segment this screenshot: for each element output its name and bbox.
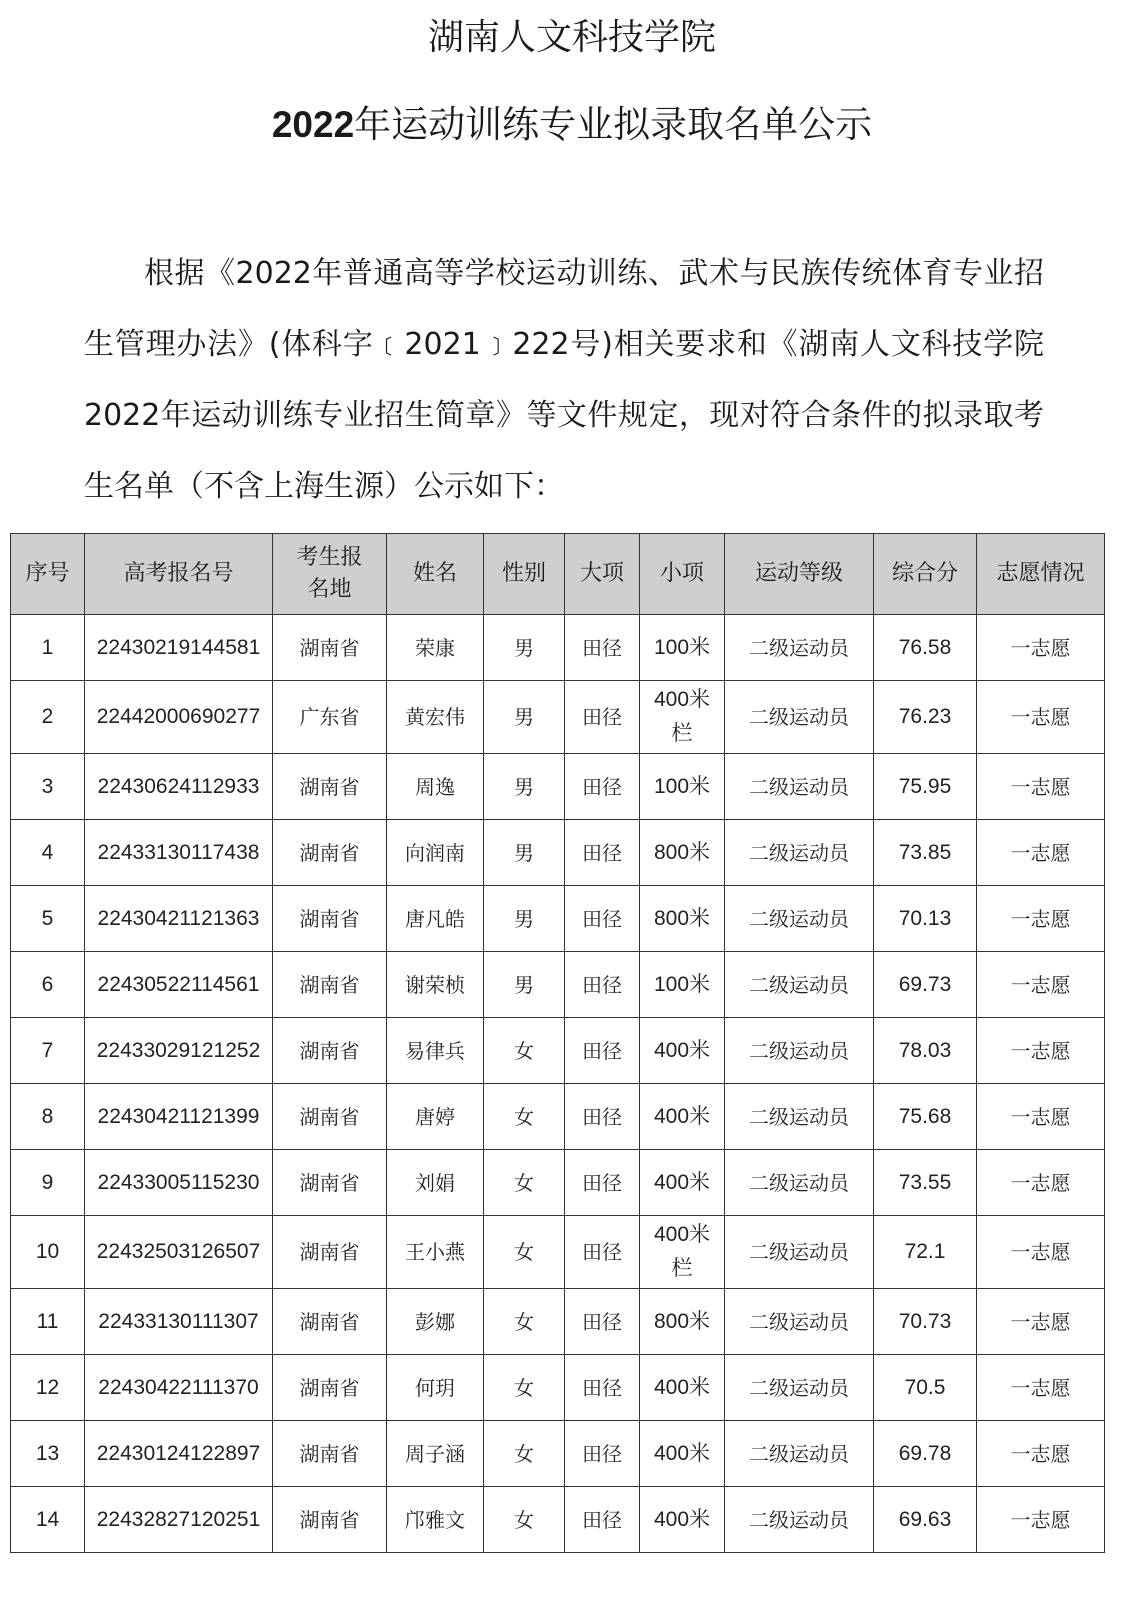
cell-event: 100米: [640, 754, 725, 820]
cell-exam-id: 22430624112933: [85, 754, 273, 820]
col-header-index: 序号: [11, 534, 85, 615]
cell-category: 田径: [565, 1150, 640, 1216]
cell-name: 荣康: [387, 615, 484, 681]
cell-name: 谢荣桢: [387, 952, 484, 1018]
cell-exam-id: 22433130117438: [85, 820, 273, 886]
table-row: [11, 1018, 1105, 1084]
cell-preference: 一志愿: [977, 615, 1105, 681]
cell-index: 1: [11, 615, 85, 681]
cell-gender: 女: [484, 1216, 565, 1289]
col-header-name: 姓名: [387, 534, 484, 615]
intro-paragraph: 根据《2022年普通高等学校运动训练、武术与民族传统体育专业招生管理办法》(体科字﹝2021﹞222号)相关要求和《湖南人文科技学院2022年运动训练专业招生简章》等文件规定，现对符合条件的拟录取考生名单（不含上海生源）公示如下：: [84, 256, 1044, 504]
table-header-row: [11, 534, 1105, 615]
cell-event: 800米: [640, 1289, 725, 1355]
cell-name: 周逸: [387, 754, 484, 820]
cell-exam-id: 22442000690277: [85, 681, 273, 754]
cell-event: 100米: [640, 615, 725, 681]
cell-name: 何玥: [387, 1355, 484, 1421]
cell-event: 800米: [640, 886, 725, 952]
cell-score: 69.78: [874, 1421, 977, 1487]
cell-preference: 一志愿: [977, 1150, 1105, 1216]
cell-preference: 一志愿: [977, 1018, 1105, 1084]
cell-region: 湖南省: [273, 754, 387, 820]
table-body: [11, 615, 1105, 1553]
table-row: [11, 952, 1105, 1018]
cell-category: 田径: [565, 1084, 640, 1150]
cell-category: 田径: [565, 681, 640, 754]
cell-name: 向润南: [387, 820, 484, 886]
cell-level: 二级运动员: [725, 1421, 874, 1487]
cell-region: 湖南省: [273, 615, 387, 681]
cell-level: 二级运动员: [725, 1084, 874, 1150]
cell-preference: 一志愿: [977, 1355, 1105, 1421]
cell-gender: 男: [484, 754, 565, 820]
cell-region: 湖南省: [273, 820, 387, 886]
table-row: [11, 1421, 1105, 1487]
cell-event: 400米: [640, 1355, 725, 1421]
page-title: 湖南人文科技学院: [427, 17, 716, 58]
col-header-event: 小项: [640, 534, 725, 615]
cell-index: 8: [11, 1084, 85, 1150]
cell-preference: 一志愿: [977, 1421, 1105, 1487]
cell-score: 75.95: [874, 754, 977, 820]
cell-gender: 男: [484, 681, 565, 754]
cell-gender: 女: [484, 1355, 565, 1421]
cell-name: 易律兵: [387, 1018, 484, 1084]
cell-category: 田径: [565, 615, 640, 681]
cell-exam-id: 22433029121252: [85, 1018, 273, 1084]
admission-table: [10, 533, 1105, 1553]
cell-level: 二级运动员: [725, 1487, 874, 1553]
cell-preference: 一志愿: [977, 952, 1105, 1018]
cell-index: 4: [11, 820, 85, 886]
cell-exam-id: 22430421121399: [85, 1084, 273, 1150]
cell-preference: 一志愿: [977, 1289, 1105, 1355]
cell-gender: 男: [484, 952, 565, 1018]
cell-preference: 一志愿: [977, 681, 1105, 754]
col-header-gender: 性别: [484, 534, 565, 615]
cell-event: 400米: [640, 1487, 725, 1553]
cell-score: 72.1: [874, 1216, 977, 1289]
cell-preference: 一志愿: [977, 1084, 1105, 1150]
cell-level: 二级运动员: [725, 820, 874, 886]
table-row: [11, 1084, 1105, 1150]
subtitle-year: 2022: [271, 104, 355, 145]
cell-index: 12: [11, 1355, 85, 1421]
cell-region: 湖南省: [273, 1487, 387, 1553]
cell-exam-id: 22430219144581: [85, 615, 273, 681]
cell-name: 王小燕: [387, 1216, 484, 1289]
table-row: [11, 681, 1105, 754]
cell-name: 彭娜: [387, 1289, 484, 1355]
cell-region: 湖南省: [273, 952, 387, 1018]
cell-category: 田径: [565, 820, 640, 886]
cell-region: 湖南省: [273, 1355, 387, 1421]
cell-score: 76.23: [874, 681, 977, 754]
subtitle-text: 年运动训练专业拟录取名单公示: [354, 103, 873, 146]
col-header-preference: 志愿情况: [977, 534, 1105, 615]
cell-score: 69.63: [874, 1487, 977, 1553]
cell-region: 湖南省: [273, 1084, 387, 1150]
table-row: [11, 615, 1105, 681]
cell-score: 69.73: [874, 952, 977, 1018]
cell-event: 100米: [640, 952, 725, 1018]
cell-score: 76.58: [874, 615, 977, 681]
cell-preference: 一志愿: [977, 1487, 1105, 1553]
cell-category: 田径: [565, 754, 640, 820]
cell-level: 二级运动员: [725, 1150, 874, 1216]
cell-gender: 男: [484, 886, 565, 952]
cell-index: 11: [11, 1289, 85, 1355]
table-row: [11, 754, 1105, 820]
cell-exam-id: 22432827120251: [85, 1487, 273, 1553]
cell-event: 800米: [640, 820, 725, 886]
cell-index: 13: [11, 1421, 85, 1487]
cell-gender: 女: [484, 1487, 565, 1553]
cell-region: 湖南省: [273, 886, 387, 952]
cell-level: 二级运动员: [725, 886, 874, 952]
cell-preference: 一志愿: [977, 820, 1105, 886]
col-header-category: 大项: [565, 534, 640, 615]
cell-index: 14: [11, 1487, 85, 1553]
cell-score: 73.55: [874, 1150, 977, 1216]
table-row: [11, 820, 1105, 886]
cell-event: 400米: [640, 1150, 725, 1216]
cell-category: 田径: [565, 1018, 640, 1084]
cell-index: 10: [11, 1216, 85, 1289]
cell-region: 湖南省: [273, 1150, 387, 1216]
cell-exam-id: 22433130111307: [85, 1289, 273, 1355]
cell-score: 78.03: [874, 1018, 977, 1084]
cell-name: 唐婷: [387, 1084, 484, 1150]
cell-score: 70.13: [874, 886, 977, 952]
cell-category: 田径: [565, 886, 640, 952]
cell-level: 二级运动员: [725, 681, 874, 754]
cell-event: 400米: [640, 1421, 725, 1487]
cell-score: 75.68: [874, 1084, 977, 1150]
cell-exam-id: 22430522114561: [85, 952, 273, 1018]
cell-index: 9: [11, 1150, 85, 1216]
col-header-exam-id: 高考报名号: [85, 534, 273, 615]
cell-exam-id: 22433005115230: [85, 1150, 273, 1216]
cell-gender: 女: [484, 1289, 565, 1355]
cell-exam-id: 22430124122897: [85, 1421, 273, 1487]
cell-category: 田径: [565, 1355, 640, 1421]
cell-exam-id: 22430422111370: [85, 1355, 273, 1421]
cell-name: 邝雅文: [387, 1487, 484, 1553]
cell-level: 二级运动员: [725, 615, 874, 681]
table-row: [11, 1150, 1105, 1216]
cell-gender: 男: [484, 615, 565, 681]
cell-gender: 男: [484, 820, 565, 886]
cell-event: 400米栏: [640, 681, 725, 754]
cell-exam-id: 22430421121363: [85, 886, 273, 952]
cell-event: 400米: [640, 1018, 725, 1084]
page-subtitle: [0, 100, 1144, 150]
cell-score: 70.5: [874, 1355, 977, 1421]
cell-name: 周子涵: [387, 1421, 484, 1487]
cell-score: 73.85: [874, 820, 977, 886]
cell-level: 二级运动员: [725, 754, 874, 820]
cell-index: 7: [11, 1018, 85, 1084]
cell-category: 田径: [565, 952, 640, 1018]
cell-gender: 女: [484, 1421, 565, 1487]
cell-preference: 一志愿: [977, 886, 1105, 952]
cell-level: 二级运动员: [725, 1355, 874, 1421]
col-header-level: 运动等级: [725, 534, 874, 615]
col-header-region: 考生报名地: [273, 534, 387, 615]
cell-score: 70.73: [874, 1289, 977, 1355]
cell-category: 田径: [565, 1421, 640, 1487]
cell-gender: 女: [484, 1150, 565, 1216]
cell-index: 3: [11, 754, 85, 820]
cell-region: 湖南省: [273, 1289, 387, 1355]
cell-name: 黄宏伟: [387, 681, 484, 754]
table-row: [11, 1487, 1105, 1553]
cell-index: 2: [11, 681, 85, 754]
cell-region: 湖南省: [273, 1421, 387, 1487]
cell-event: 400米栏: [640, 1216, 725, 1289]
cell-exam-id: 22432503126507: [85, 1216, 273, 1289]
cell-region: 湖南省: [273, 1216, 387, 1289]
cell-region: 广东省: [273, 681, 387, 754]
cell-preference: 一志愿: [977, 1216, 1105, 1289]
table-row: [11, 886, 1105, 952]
cell-preference: 一志愿: [977, 754, 1105, 820]
cell-level: 二级运动员: [725, 1216, 874, 1289]
col-header-score: 综合分: [874, 534, 977, 615]
cell-level: 二级运动员: [725, 952, 874, 1018]
cell-category: 田径: [565, 1216, 640, 1289]
cell-name: 刘娟: [387, 1150, 484, 1216]
cell-index: 6: [11, 952, 85, 1018]
cell-index: 5: [11, 886, 85, 952]
cell-level: 二级运动员: [725, 1018, 874, 1084]
cell-event: 400米: [640, 1084, 725, 1150]
table-row: [11, 1289, 1105, 1355]
cell-gender: 女: [484, 1084, 565, 1150]
table-row: [11, 1216, 1105, 1289]
cell-name: 唐凡皓: [387, 886, 484, 952]
cell-category: 田径: [565, 1289, 640, 1355]
cell-gender: 女: [484, 1018, 565, 1084]
cell-level: 二级运动员: [725, 1289, 874, 1355]
cell-region: 湖南省: [273, 1018, 387, 1084]
table-row: [11, 1355, 1105, 1421]
cell-category: 田径: [565, 1487, 640, 1553]
